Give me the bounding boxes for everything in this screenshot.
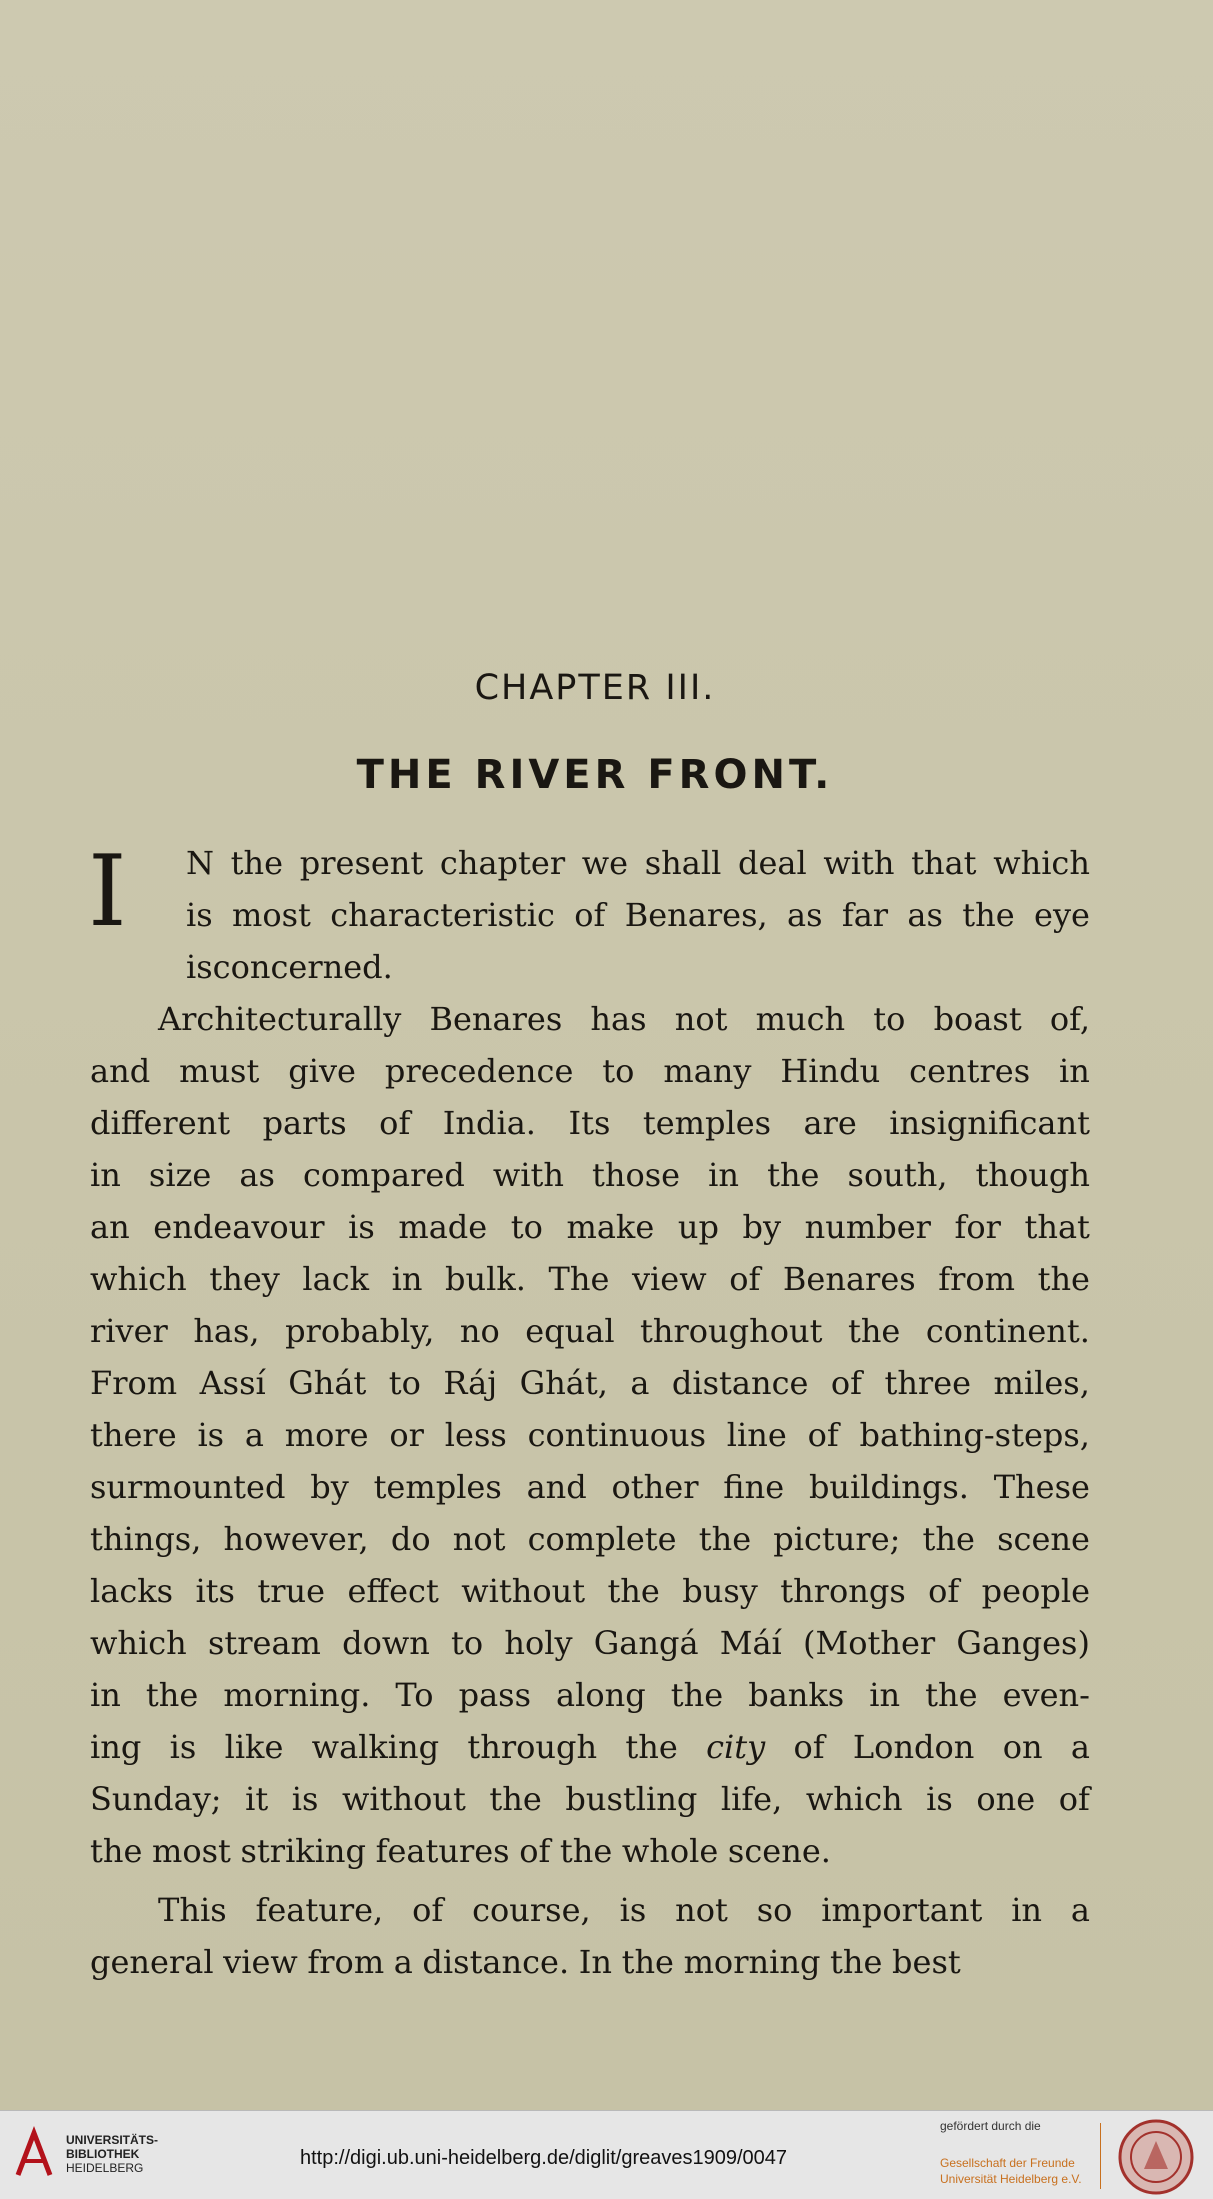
text-line: Architecturally Benares has not much to boast of,: [158, 1000, 1090, 1038]
chapter-title: THE RIVER FRONT.: [356, 752, 834, 798]
text-line: ing is like walking through the city of London on a: [90, 1728, 1090, 1766]
footer-divider: [1100, 2123, 1101, 2189]
text-line: From Assí Ghát to Ráj Ghát, a distance of three miles,: [90, 1364, 1090, 1402]
footer-bar: [0, 2110, 1213, 2199]
chapter-number: CHAPTER III.: [474, 668, 716, 708]
text-line: is concerned.: [186, 948, 393, 986]
text-line: in size as compared with those in the south, though: [90, 1156, 1090, 1194]
text-line: Sunday; it is without the bustling life, which is one of: [90, 1780, 1090, 1818]
text-line: is most characteristic of Benares, as far as the eye: [186, 896, 1090, 934]
text-line: lacks its true effect without the busy throngs of people: [90, 1572, 1090, 1610]
drop-cap: I: [88, 835, 127, 949]
text-line: an endeavour is made to make up by number for that: [90, 1208, 1090, 1246]
library-name: UNIVERSITÄTS- BIBLIOTHEK HEIDELBERG: [66, 2133, 159, 2175]
text-line: and must give precedence to many Hindu centres in: [90, 1052, 1090, 1090]
paragraph-architecture: [90, 993, 1090, 1877]
text-line: general view from a distance. In the morning the best: [90, 1943, 961, 1981]
text-line: different parts of India. Its temples are insignificant: [90, 1104, 1090, 1142]
funded-by-label: gefördert durch die: [940, 2119, 1041, 2133]
text-line: which stream down to holy Gangá Máí (Mother Ganges): [90, 1624, 1090, 1662]
society-name: Gesellschaft der Freunde Universität Heidelberg e.V.: [940, 2156, 1082, 2186]
text-line: there is a more or less continuous line of bathing-steps,: [90, 1416, 1090, 1454]
permalink-url[interactable]: http://digi.ub.uni-heidelberg.de/diglit/greaves1909/0047: [300, 2147, 788, 2169]
text-line: surmounted by temples and other fine buildings. These: [90, 1468, 1090, 1506]
text-line: N the present chapter we shall deal with that which: [186, 844, 1090, 882]
text-line: the most striking features of the whole scene.: [90, 1832, 831, 1870]
university-seal-icon: [1116, 2117, 1196, 2197]
text-line: which they lack in bulk. The view of Benares from the: [90, 1260, 1090, 1298]
paragraph-feature: [90, 1884, 1090, 1988]
text-line: This feature, of course, is not so important in a: [158, 1891, 1090, 1929]
library-logo-icon: [14, 2125, 54, 2185]
text-line: in the morning. To pass along the banks in the even-: [90, 1676, 1090, 1714]
text-line: river has, probably, no equal throughout the continent.: [90, 1312, 1090, 1350]
text-line: things, however, do not complete the picture; the scene: [90, 1520, 1090, 1558]
opening-paragraph: [186, 837, 1090, 993]
